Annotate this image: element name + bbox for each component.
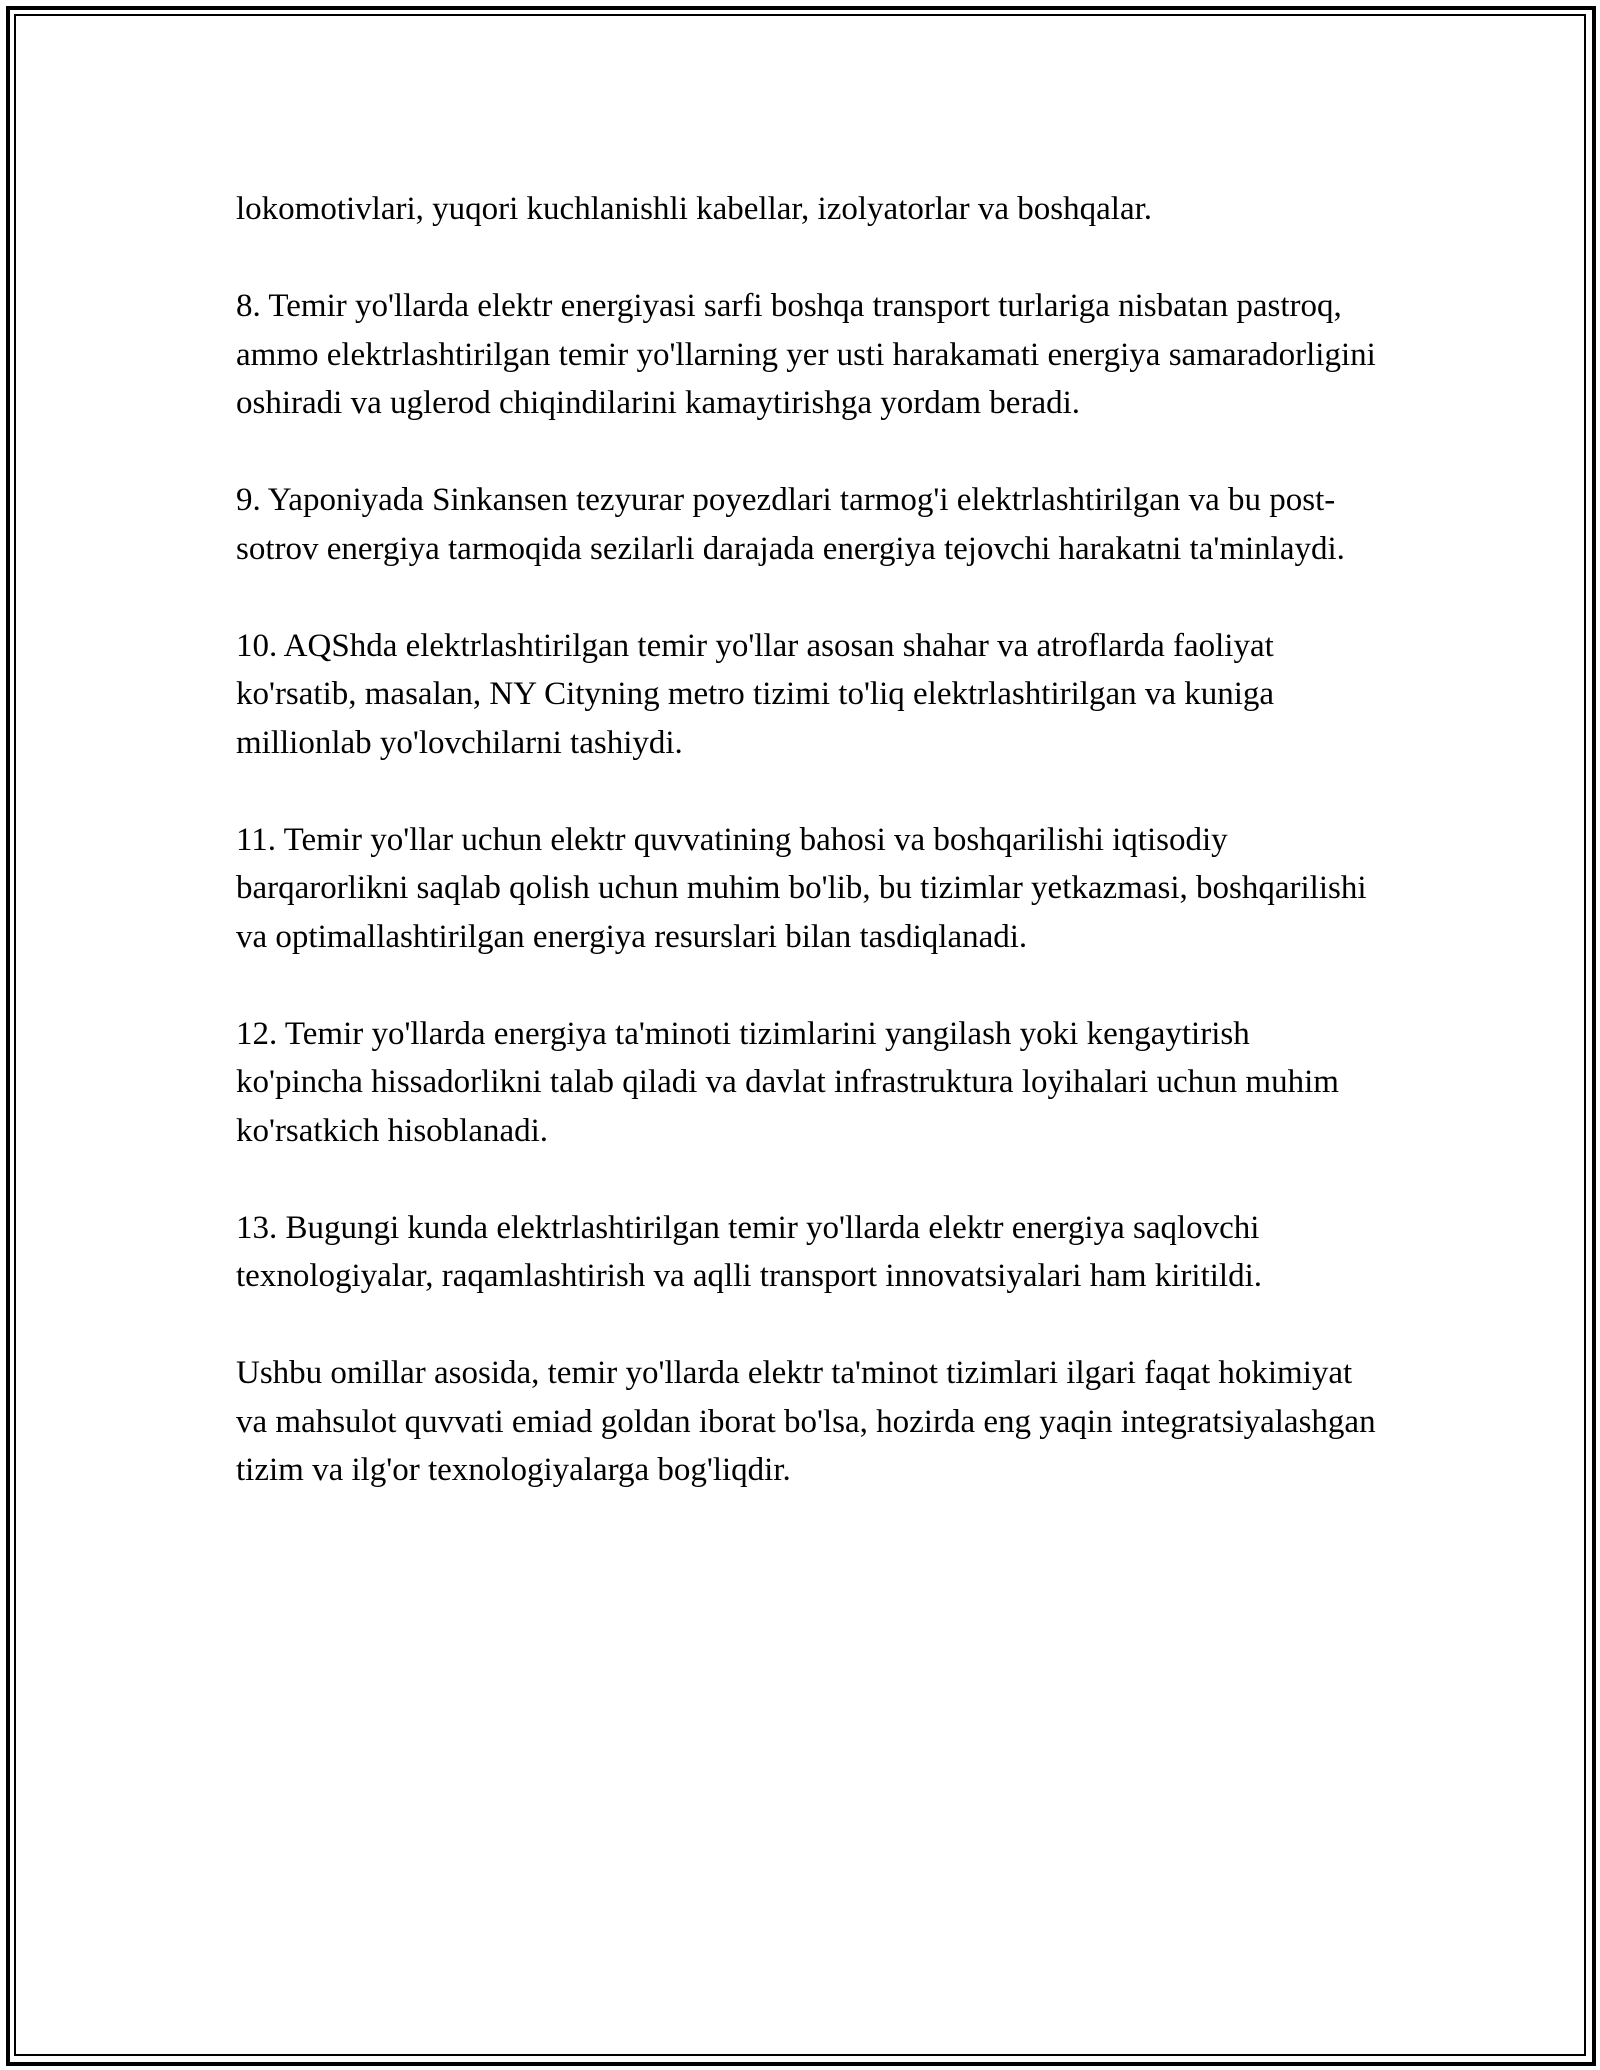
- paragraph-item-12: 12. Temir yo'llarda energiya ta'minoti tizimlarini yangilash yoki kengaytirish ko'pincha hissadorlikni talab qiladi va davlat infrastruktura loyihalari uchun muhim ko'rsatkich hisoblanadi.: [236, 1015, 1339, 1149]
- paragraph-item-10: 10. AQShda elektrlashtirilgan temir yo'llar asosan shahar va atroflarda faoliyat ko'rsatib, masalan, NY Cityning metro tizimi to'liq elektrlashtirilgan va kuniga millionlab yo'lovchilarni tashiydi.: [236, 627, 1275, 761]
- paragraph-item-9: 9. Yaponiyada Sinkansen tezyurar poyezdlari tarmog'i elektrlashtirilgan va bu post-sotrov energiya tarmoqida sezilarli darajada energiya tejovchi harakatni ta'minlaydi.: [236, 482, 1345, 567]
- paragraph-conclusion: Ushbu omillar asosida, temir yo'llarda elektr ta'minot tizimlari ilgari faqat hokimiyat va mahsulot quvvati emiad goldan iborat bo'lsa, hozirda eng yaqin integratsiyalashgan tizim va ilg'or texnologiyalarga bog'liqdir.: [236, 1355, 1376, 1488]
- paragraph-item-8: 8. Temir yo'llarda elektr energiyasi sarfi boshqa transport turlariga nisbatan pastroq, ammo elektrlashtirilgan temir yo'llarning yer usti harakamati energiya samaradorligini oshiradi va uglerod chiqindilarini kamaytirishga yordam beradi.: [236, 288, 1376, 421]
- document-body: [236, 185, 1376, 1543]
- paragraph-item-11: 11. Temir yo'llar uchun elektr quvvatining bahosi va boshqarilishi iqtisodiy barqarorlikni saqlab qolish uchun muhim bo'lib, bu tizimlar yetkazmasi, boshqarilishi va optimallashtirilgan energiya resurslari bilan tasdiqlanadi.: [236, 821, 1367, 955]
- paragraph-item-13: 13. Bugungi kunda elektrlashtirilgan temir yo'llarda elektr energiya saqlovchi texnologiyalar, raqamlashtirish va aqlli transport innovatsiyalari ham kiritildi.: [236, 1209, 1263, 1294]
- paragraph-continuation: lokomotivlari, yuqori kuchlanishli kabellar, izolyatorlar va boshqalar.: [236, 191, 1153, 227]
